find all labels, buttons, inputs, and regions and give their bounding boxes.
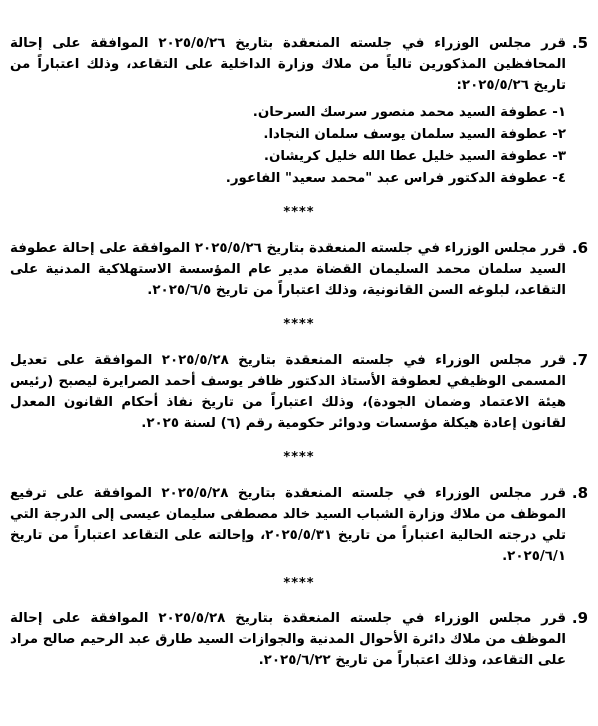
decision-item-5 [10,33,588,190]
decision-item-6 [10,238,588,301]
retiree-list [10,102,588,190]
item-text: قرر مجلس الوزراء في جلسته المنعقدة بتاريخ ٢٠٢٥/٥/٢٦ الموافقة على إحالة عطوفة السيد سلمان محمد السليمان القضاة مدير عام المؤسسة الاستهلاكية المدنية على التقاعد، لبلوغه السن القانونية، وذلك اعتباراً من تاريخ ٢٠٢٥/٦/٥. [10,241,566,298]
list-item: ٤- عطوفة الدكتور فراس عبد "محمد سعيد" الفاعور. [225,171,566,186]
list-item: ١- عطوفة السيد محمد منصور سرسك السرحان. [252,105,566,120]
separator: **** [283,205,315,220]
item-number: 9. [571,609,588,627]
separator: **** [283,317,315,332]
separator: **** [283,576,315,591]
decision-item-8 [10,483,588,567]
list-item: ٢- عطوفة السيد سلمان يوسف سلمان النجادا. [263,127,566,142]
item-text: قرر مجلس الوزراء في جلسته المنعقدة بتاريخ ٢٠٢٥/٥/٢٨ الموافقة على ترفيع الموظف من ملاك وزارة الشباب السيد خالد مصطفى سليمان عيسى إلى الدرجة التي تلي درجته الحالية اعتباراً من تاريخ ٢٠٢٥/٥/٣١، وإحالته على التقاعد اعتباراً من تاريخ ٢٠٢٥/٦/١. [10,486,566,564]
item-text: قرر مجلس الوزراء في جلسته المنعقدة بتاريخ ٢٠٢٥/٥/٢٨ الموافقة على تعديل المسمى الوظيفي لعطوفة الأستاذ الدكتور ظافر يوسف أحمد الصرايرة ليصبح (رئيس هيئة الاعتماد وضمان الجودة)، وذلك اعتباراً من تاريخ نفاذ أحكام القانون المعدل لقانون إعادة هيكلة مؤسسات ودوائر حكومية رقم (٦) لسنة ٢٠٢٥. [10,353,566,431]
item-number: 7. [571,351,588,369]
decision-item-9 [10,608,588,671]
item-number: 5. [571,34,588,52]
separator: **** [283,450,315,465]
item-text: قرر مجلس الوزراء في جلسته المنعقدة بتاريخ ٢٠٢٥/٥/٢٦ الموافقة على إحالة المحافظين المذكورين تالياً من ملاك وزارة الداخلية على التقاعد، وذلك اعتباراً من تاريخ ٢٠٢٥/٥/٢٦: [10,36,566,93]
list-item: ٣- عطوفة السيد خليل عطا الله خليل كريشان. [263,149,566,164]
item-number: 8. [571,484,588,502]
item-text: قرر مجلس الوزراء في جلسته المنعقدة بتاريخ ٢٠٢٥/٥/٢٨ الموافقة على إحالة الموظف من ملاك دائرة الأحوال المدنية والجوازات السيد طارق عبد الرحيم صالح مراد على التقاعد، وذلك اعتباراً من تاريخ ٢٠٢٥/٦/٢٢. [10,611,566,668]
item-number: 6. [571,239,588,257]
decision-item-7 [10,350,588,434]
